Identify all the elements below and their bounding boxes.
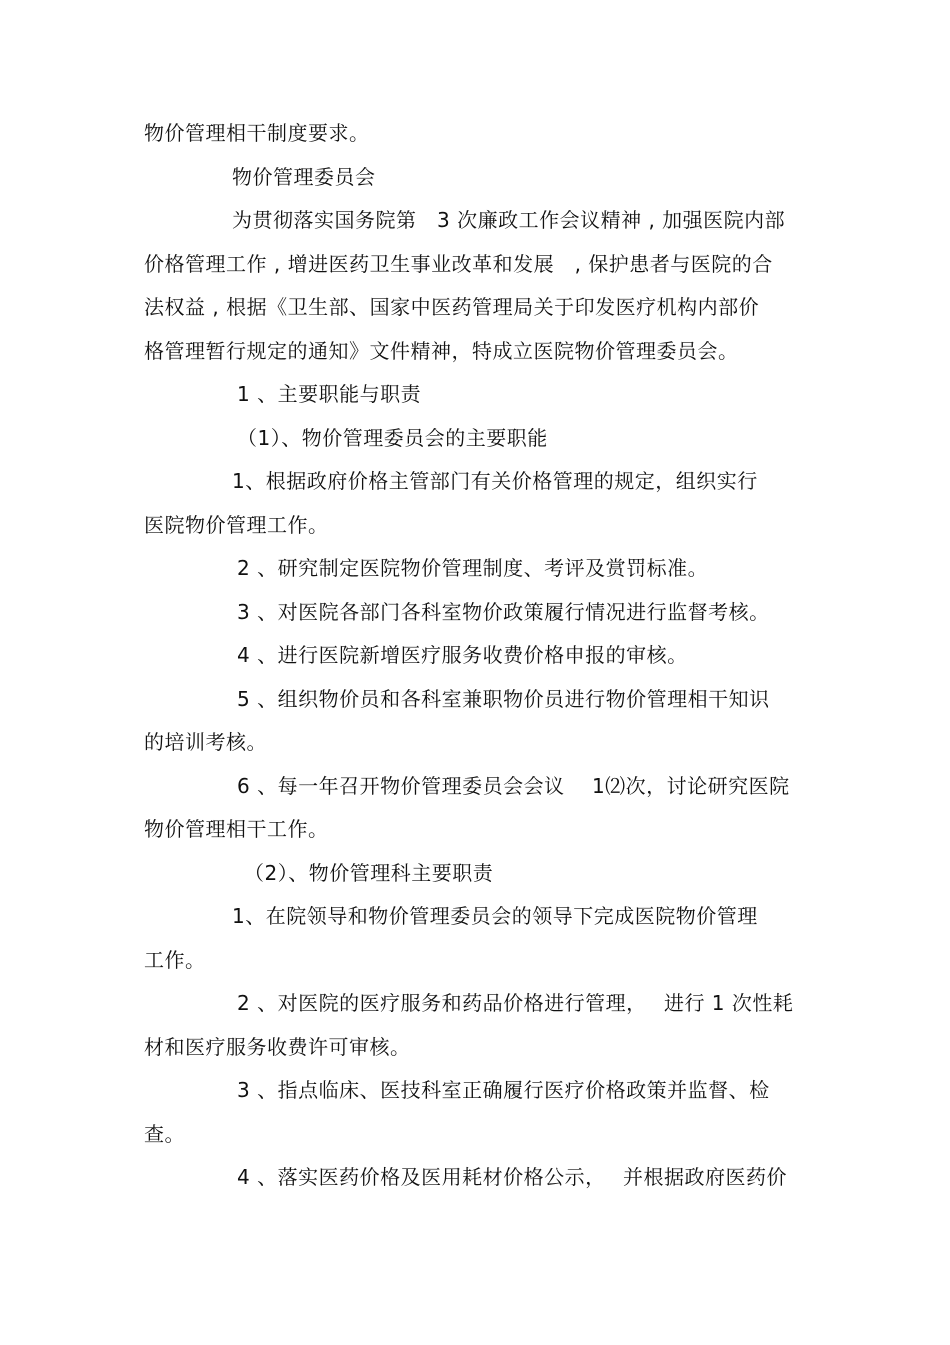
text-line: 法权益 , 根据《卫生部、国家中医药管理局关于印发医疗机构内部价 [144, 295, 760, 319]
subsection-heading: （2）、物价管理科主要职责 [244, 861, 494, 885]
text-line: 医院物价管理工作。 [144, 513, 329, 537]
text-line: 3 、指点临床、医技科室正确履行医疗价格政策并监督、检 [237, 1078, 770, 1102]
subsection-heading: （1）、物价管理委员会的主要职能 [237, 426, 548, 450]
text-line: 1、根据政府价格主管部门有关价格管理的规定，组织实行 [232, 469, 758, 493]
text-line: 物价管理相干工作。 [144, 817, 329, 841]
section-heading: 物价管理委员会 [232, 165, 376, 189]
text-line: 1、在院领导和物价管理委员会的领导下完成医院物价管理 [232, 904, 758, 928]
text-line: 2 、研究制定医院物价管理制度、考评及赏罚标准。 [237, 556, 709, 580]
subsection-heading: 1 、主要职能与职责 [237, 382, 422, 406]
text-line: 的培训考核。 [144, 730, 267, 754]
text-line: 5 、组织物价员和各科室兼职物价员进行物价管理相干知识 [237, 687, 770, 711]
text-line: 为贯彻落实国务院第 3 次廉政工作会议精神 , 加强医院内部 [232, 208, 786, 232]
text-line: 材和医疗服务收费许可审核。 [144, 1035, 411, 1059]
text-line: 3 、对医院各部门各科室物价政策履行情况进行监督考核。 [237, 600, 770, 624]
text-line: 4 、落实医药价格及医用耗材价格公示， 并根据政府医药价 [237, 1165, 787, 1189]
text-line: 6 、每一年召开物价管理委员会会议 1⑵次，讨论研究医院 [237, 774, 790, 798]
text-line: 工作。 [144, 948, 206, 972]
text-line: 格管理暂行规定的通知》文件精神，特成立医院物价管理委员会。 [144, 339, 739, 363]
text-line: 4 、进行医院新增医疗服务收费价格申报的审核。 [237, 643, 688, 667]
text-line: 物价管理相干制度要求。 [144, 121, 370, 145]
text-line: 2 、对医院的医疗服务和药品价格进行管理， 进行 1 次性耗 [237, 991, 794, 1015]
text-line: 查。 [144, 1122, 185, 1146]
text-line: 价格管理工作 , 增进医药卫生事业改革和发展 , 保护患者与医院的合 [144, 252, 773, 276]
